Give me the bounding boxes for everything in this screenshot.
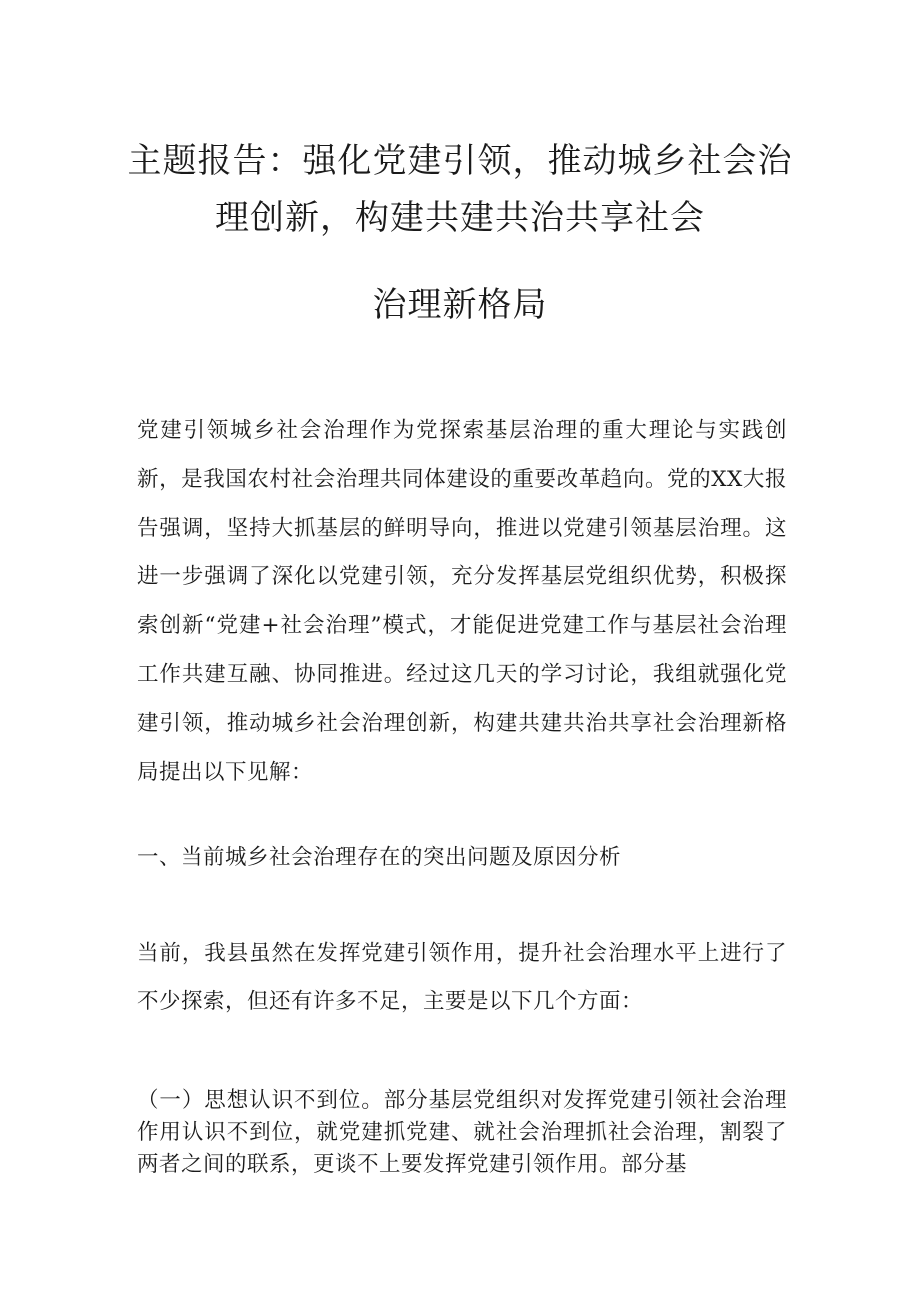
document-title-line-1: 主题报告：强化党建引领，推动城乡社会治 bbox=[127, 141, 793, 181]
issue-paragraph-1: （一）思想认识不到位。部分基层党组织对发挥党建引领社会治理作用认识不到位，就党建抓党建、就社会治理抓社会治理，割裂了两者之间的联系，更谈不上要发挥党建引领作用。部分基 bbox=[137, 1088, 787, 1177]
intro-paragraph: 党建引领城乡社会治理作为党探索基层治理的重大理论与实践创新，是我国农村社会治理共同体建设的重要改革趋向。党的XX大报告强调，坚持大抓基层的鲜明导向，推进以党建引领基层治理。这进一步强调了深化以党建引领，充分发挥基层党组织优势，积极探索创新“党建+社会治理”模式，才能促进党建工作与基层社会治理工作共建互融、协同推进。经过这几天的学习讨论，我组就强化党建引领，推动城乡社会治理创新，构建共建共治共享社会治理新格局提出以下见解： bbox=[137, 418, 787, 785]
overview-paragraph: 当前，我县虽然在发挥党建引领作用，提升社会治理水平上进行了不少探索，但还有许多不足，主要是以下几个方面： bbox=[137, 941, 787, 1014]
document-title-line-2: 理创新，构建共建共治共享社会 bbox=[215, 198, 705, 238]
section-heading-1: 一、当前城乡社会治理存在的突出问题及原因分析 bbox=[137, 845, 622, 870]
document-title-line-3: 治理新格局 bbox=[372, 285, 548, 325]
